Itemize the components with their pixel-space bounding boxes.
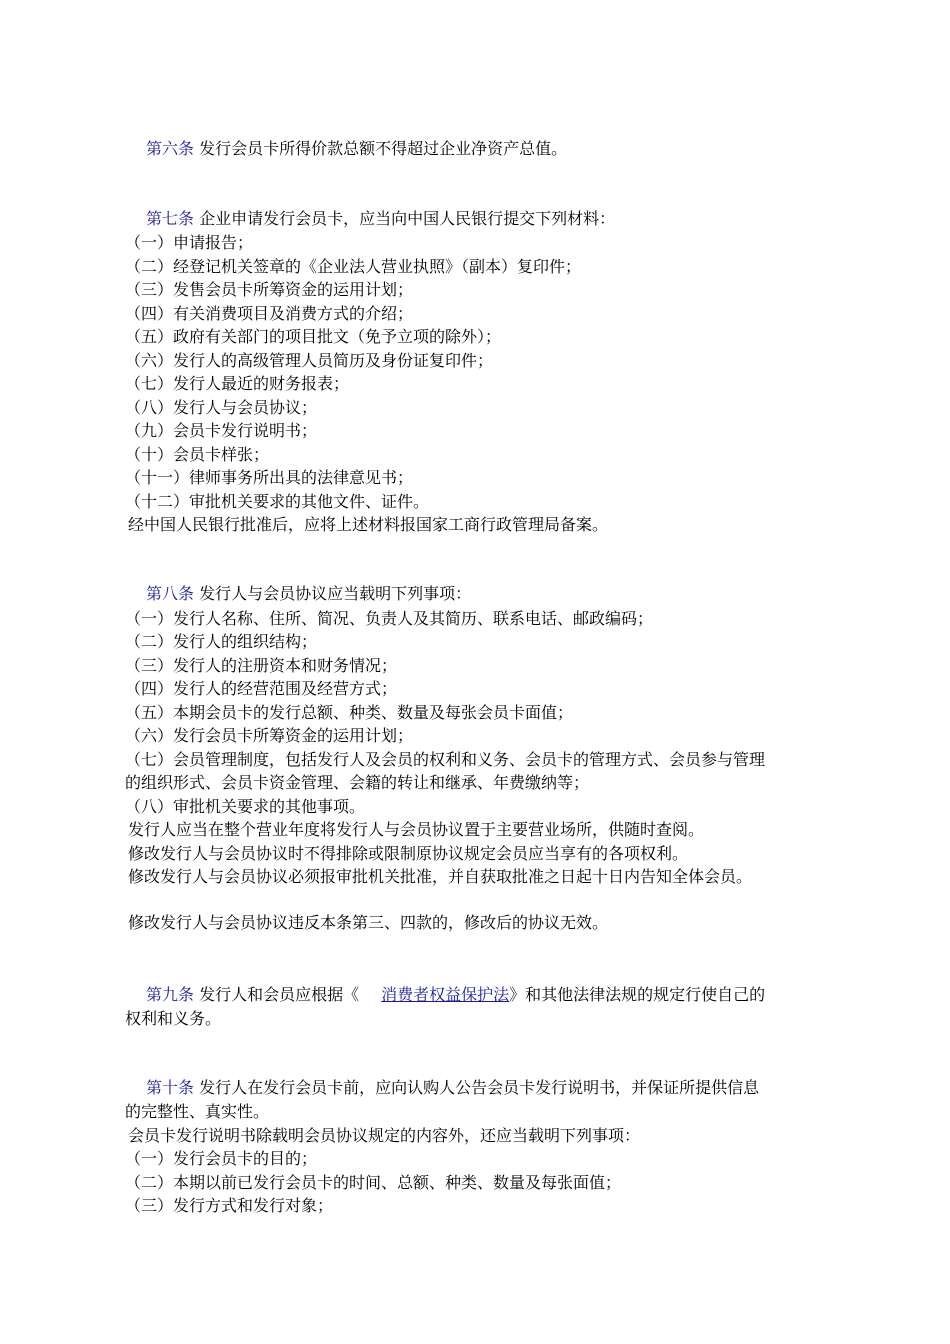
article-text: 发行人在发行会员卡前，应向认购人公告会员卡发行说明书，并保证所提供信息 [199,1078,760,1097]
article-heading: 第九条 [146,985,195,1004]
article-heading: 第十条 [146,1078,195,1097]
list-item: （二）发行人的组织结构； [125,632,318,651]
article-text: 发行人和会员应根据《 [199,985,360,1004]
list-item: （三）发行人的注册资本和财务情况； [125,656,398,675]
list-item: （八）发行人与会员协议； [125,398,318,417]
list-item: （二）本期以前已发行会员卡的时间、总额、种类、数量及每张面值； [125,1173,622,1192]
paragraph: 修改发行人与会员协议时不得排除或限制原协议规定会员应当享有的各项权利。 [128,844,689,863]
article-text: 发行会员卡所得价款总额不得超过企业净资产总值。 [199,139,568,158]
list-item: （六）发行人的高级管理人员简历及身份证复印件； [125,351,494,370]
article-text: 》和其他法律法规的规定行使自己的 [509,985,766,1004]
list-item: （六）发行会员卡所筹资金的运用计划； [125,726,414,745]
article-text: 发行人与会员协议应当载明下列事项： [199,584,472,603]
list-item: （八）审批机关要求的其他事项。 [125,797,366,816]
list-item: （九）会员卡发行说明书； [125,421,318,440]
list-item: （三）发售会员卡所筹资金的运用计划； [125,280,414,299]
list-item: （一）发行人名称、住所、简况、负责人及其简历、联系电话、邮政编码； [125,609,654,628]
closing-paragraph: 经中国人民银行批准后，应将上述材料报国家工商行政管理局备案。 [128,515,609,534]
list-item: （七）发行人最近的财务报表； [125,374,350,393]
list-item: （十）会员卡样张； [125,445,270,464]
article-9 [146,983,765,1006]
article-heading: 第七条 [146,209,195,228]
article-7 [146,207,615,230]
list-item: （十一）律师事务所出具的法律意见书； [125,468,414,487]
article-6 [146,137,567,160]
paragraph: 发行人应当在整个营业年度将发行人与会员协议置于主要营业场所，供随时查阅。 [128,820,705,839]
list-item: （四）发行人的经营范围及经营方式； [125,679,398,698]
list-item: （二）经登记机关签章的《企业法人营业执照》（副本）复印件； [125,257,582,276]
paragraph: 会员卡发行说明书除载明会员协议规定的内容外，还应当载明下列事项： [128,1126,641,1145]
list-item-continuation: 的组织形式、会员卡资金管理、会籍的转让和继承、年费缴纳等； [125,773,590,792]
list-item: （一）申请报告； [125,233,254,252]
list-item: （三）发行方式和发行对象； [125,1196,334,1215]
article-8 [146,582,471,605]
article-continuation: 权利和义务。 [125,1009,222,1028]
list-item: （十二）审批机关要求的其他文件、证件。 [125,492,430,511]
article-10 [146,1076,759,1099]
list-item: （四）有关消费项目及消费方式的介绍； [125,304,414,323]
article-continuation: 的完整性、真实性。 [125,1102,270,1121]
list-item: （一）发行会员卡的目的； [125,1149,318,1168]
list-item: （五）政府有关部门的项目批文（免予立项的除外）； [125,327,502,346]
list-item: （七）会员管理制度，包括发行人及会员的权利和义务、会员卡的管理方式、会员参与管理 [125,750,766,769]
article-text: 企业申请发行会员卡，应当向中国人民银行提交下列材料： [199,209,616,228]
law-link[interactable]: 消费者权益保护法 [381,985,510,1004]
paragraph: 修改发行人与会员协议违反本条第三、四款的，修改后的协议无效。 [128,913,609,932]
list-item: （五）本期会员卡的发行总额、种类、数量及每张会员卡面值； [125,703,574,722]
article-heading: 第八条 [146,584,195,603]
article-heading: 第六条 [146,139,195,158]
paragraph: 修改发行人与会员协议必须报审批机关批准，并自获取批准之日起十日内告知全体会员。 [128,867,753,886]
